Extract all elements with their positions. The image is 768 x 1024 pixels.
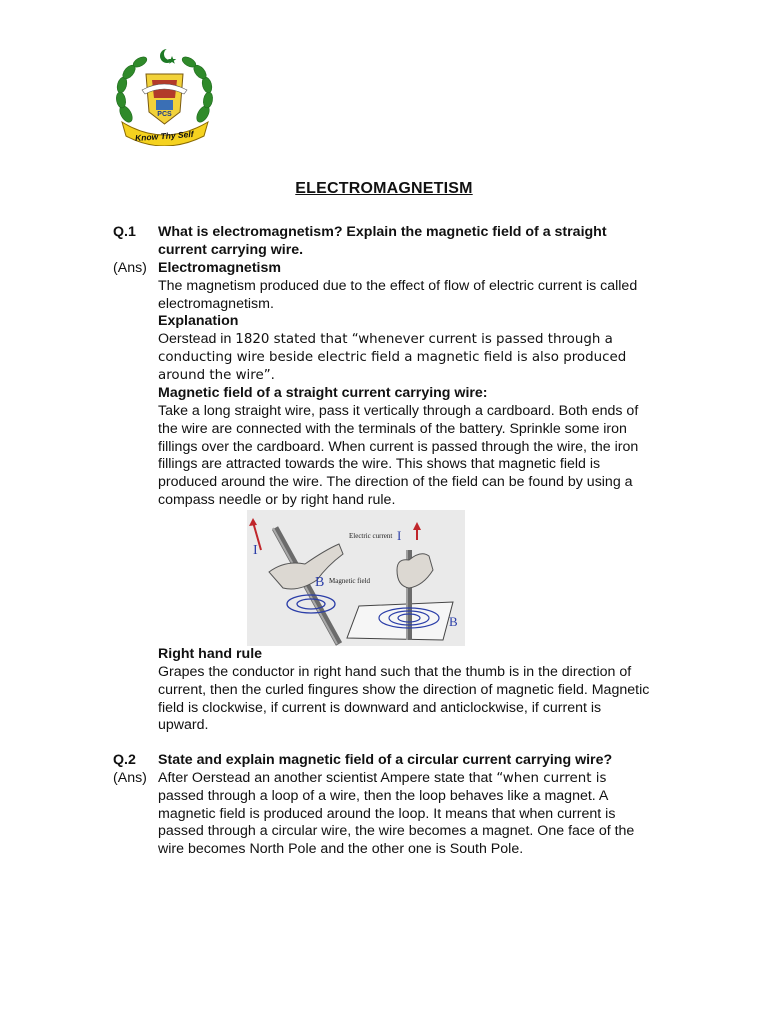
question-2-label: Q.2 <box>113 752 136 768</box>
left-field-symbol: B <box>315 575 325 590</box>
left-current-symbol: I <box>253 543 258 558</box>
heading-electromagnetism: Electromagnetism <box>158 260 281 276</box>
para-circular-wire-field <box>158 770 650 859</box>
crest-motto-text: Know Thy Self <box>134 128 194 144</box>
answer-1-label: (Ans) <box>113 260 147 276</box>
question-2-text: State and explain magnetic field of a circular current carrying wire? <box>158 752 613 768</box>
para-explanation <box>158 331 650 384</box>
question-1-label: Q.1 <box>113 224 136 240</box>
para-explanation-start: Oerstead in <box>158 331 236 347</box>
para-straight-wire-field: Take a long straight wire, pass it vertically through a cardboard. Both ends of the wire are connected with the terminals of the battery. Sprinkle some iron fillings over the cardboard. When current is passed through the wire, the iron fillings are attracted towards the wire. This shows that magnetic field is produced around the wire. The direction of the field can be found by using a compass needle or by right hand rule. <box>158 403 639 508</box>
right-current-symbol: I <box>397 528 402 543</box>
pcs-crest-logo <box>112 44 217 146</box>
right-field-symbol: B <box>449 614 458 629</box>
para-circular-wire-quote: “when current is <box>496 771 607 786</box>
answer-2-label: (Ans) <box>113 770 147 786</box>
para-circular-wire-rest: passed through a loop of a wire, then the loop behaves like a magnet. A magnetic field is produced around the loop. It means that when current is passed through a circular wire, the wire becomes a magnet. One face of the wire becomes North Pole and the other one is South Pole. <box>158 787 635 858</box>
right-hand-rule-diagram <box>247 510 465 646</box>
heading-explanation: Explanation <box>158 313 239 329</box>
para-circular-wire-start: After Oerstead an another scientist Ampere state that <box>158 770 497 786</box>
page-title: ELECTROMAGNETISM <box>295 180 473 197</box>
question-1-text: What is electromagnetism? Explain the magnetic field of a straight current carrying wire. <box>158 224 607 258</box>
heading-right-hand-rule: Right hand rule <box>158 646 263 662</box>
para-explanation-quote: 1820 stated that “whenever current is passed through a conducting wire beside electric field a magnetic field is also produced around the wire”. <box>158 332 627 383</box>
electric-current-label: Electric current <box>349 532 393 540</box>
para-electromagnetism: The magnetism produced due to the effect of flow of electric current is called electromagnetism. <box>158 278 638 312</box>
para-right-hand-rule: Grapes the conductor in right hand such that the thumb is in the direction of current, then the curled fingures show the direction of magnetic field. Magnetic field is clockwise, if current is downward and anticlockwise, if current is upward. <box>158 664 650 734</box>
magnetic-field-label: Magnetic field <box>329 577 371 585</box>
heading-straight-wire-field: Magnetic field of a straight current carrying wire: <box>158 385 488 401</box>
crest-badge-text: PCS <box>157 111 172 118</box>
